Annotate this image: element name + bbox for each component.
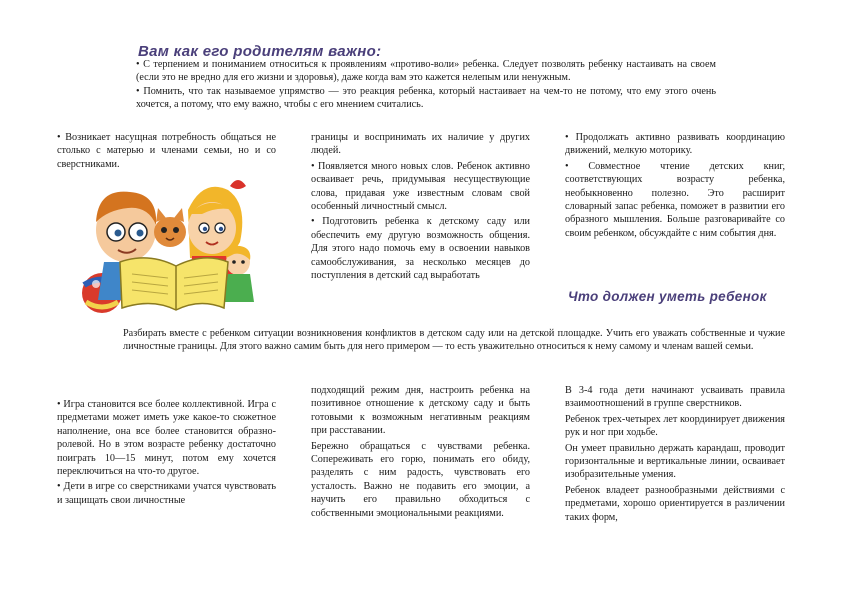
col3-top-paragraph-1: • Продолжать активно развивать координацию движений, мелкую моторику.	[565, 132, 785, 157]
middle-paragraph: Разбирать вместе с ребенком ситуации возникновения конфликтов в детском саду или на детской площадке. Учить его уважать собственные и чужие личностные границы. Для этого важно самим быть для него примером — то есть уважительно относиться к нему самому и членам вашей семьи.	[123, 328, 785, 353]
col2-bottom-paragraph-2: Бережно обращаться с чувствами ребенка. Сопереживать его горю, понимать его обиду, разделять с ним радость, чувствовать его усталость. Важно не подавить его эмоции, а научить его правильно обходиться с собственными эмоциональными реакциями.	[311, 440, 530, 519]
cat-figure	[154, 208, 186, 247]
col3-bottom-text	[565, 384, 785, 526]
book-icon	[120, 258, 228, 310]
col2-bottom-paragraph-1: подходящий режим дня, настроить ребенка на позитивное отношение к детскому саду и быть готовыми к возможным негативным реакциям при расставании.	[311, 385, 530, 437]
col3-bottom-paragraph-3: Он умеет правильно держать карандаш, проводит горизонтальные и вертикальные линии, осваивает изобразительные умения.	[565, 442, 785, 481]
col3-bottom-paragraph-1: В 3-4 года дети начинают усваивать правила взаимоотношений в группе сверстников.	[565, 385, 785, 410]
page-title: Вам как его родителям важно:	[138, 43, 382, 60]
col2-top-paragraph-2: • Появляется много новых слов. Ребенок активно осваивает речь, придумывая несуществующие слова, придавая уже известным словам свой особенный личностный смысл.	[311, 160, 530, 213]
col3-bottom-paragraph-2: Ребенок трех-четырех лет координирует движения рук и ног при ходьбе.	[565, 413, 785, 439]
col2-top-text	[311, 131, 530, 284]
col1-bottom-paragraph-1: • Игра становится все более коллективной. Игра с предметами может иметь уже какое-то сюжетное наполнение, она все более становится образно-ролевой. Но в этом возрасте ребенку достаточно поиграть 10—15 минут, потом ему хочется переключиться на что-то другое.	[57, 399, 276, 478]
col2-top-paragraph-1: границы и воспринимать их наличие у других людей.	[311, 132, 530, 157]
col2-bottom-text	[311, 384, 530, 522]
col1-bottom-paragraph-2: • Дети в игре со сверстниками учатся чувствовать и защищать свои личностные	[57, 481, 276, 506]
col3-top-paragraph-2: • Совместное чтение детских книг, соответствующих возрасту ребенка, необыкновенно полезно. Это расширит словарный запас ребенка, поможет в развитии его образного мышления. Больше разговаривайте со своим ребенком, обсуждайте с ним события дня.	[565, 160, 785, 239]
col1-top-text: • Возникает насущная потребность общаться не столько с матерью и членами семьи, но и со сверстниками.	[57, 132, 276, 170]
col2-top-paragraph-3: • Подготовить ребенка к детскому саду или обеспечить ему другую возможность общения. Для этого надо помочь ему в освоении навыков самообслуживания, за несколько месяцев до поступления в детский сад выработать	[311, 216, 530, 282]
children-reading-illustration	[78, 170, 258, 315]
section-subtitle: Что должен уметь ребенок	[568, 289, 767, 304]
col3-top-text	[565, 131, 785, 242]
col3-bottom-paragraph-4: Ребенок владеет разнообразными действиями с предметами, хорошо ориентируется в различении таких форм,	[565, 484, 785, 523]
header-paragraph-2: • Помнить, что так называемое упрямство — это реакция ребенка, который настаивает на чем-то не потому, что ему этого очень хочется, а потому, что ему важно, чтобы с его мнением считались.	[136, 85, 716, 111]
header-paragraph-1: • С терпением и пониманием относиться к проявлениям «противо-воли» ребенка. Следует позволять ребенку настаивать на своем (если это не вредно для его жизни и здоровья), даже когда вам это кажется нелепым или ненужным.	[136, 59, 716, 84]
header-text	[136, 58, 716, 112]
col1-bottom-text	[57, 398, 276, 509]
